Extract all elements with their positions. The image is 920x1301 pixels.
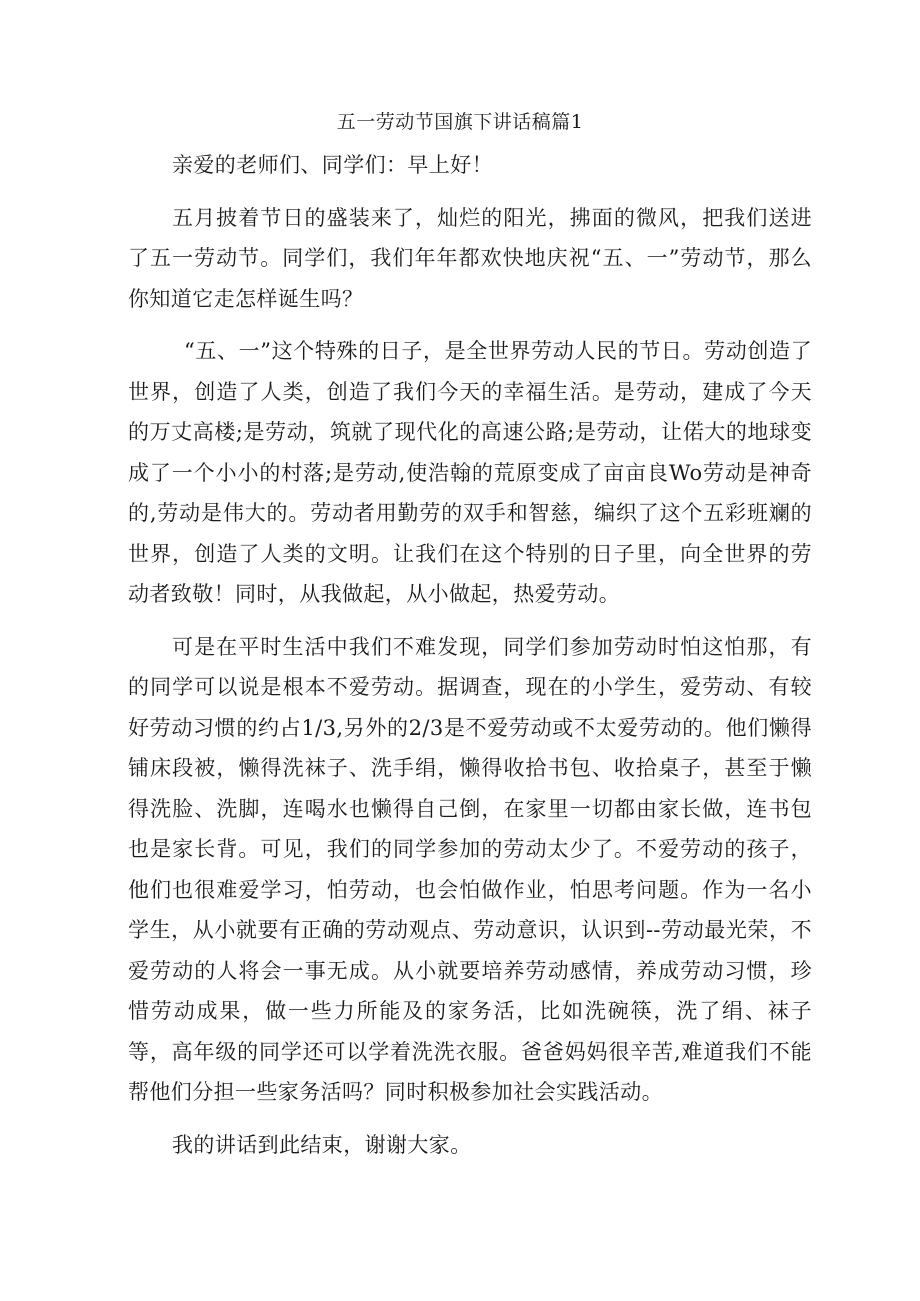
document-title: 五一劳动节国旗下讲话稿篇1 — [336, 111, 584, 133]
document-body — [128, 145, 812, 1165]
paragraph-labor-day: “五、一”这个特殊的日子，是全世界劳动人民的节日。劳动创造了世界，创造了人类，创造了我们今天的幸福生活。是劳动，建成了今天的万丈高楼;是劳动，筑就了现代化的高速公路;是劳动，让偌大的地球变成了一个小小的村落;是劳动,使浩翰的荒原变成了亩亩良Wo劳动是神奇的,劳动是伟大的。劳动者用勤劳的双手和智慈，编织了这个五彩班斓的世界，创造了人类的文明。让我们在这个特别的日子里，向全世界的劳动者致敬！同时，从我做起，从小做起，热爱劳动。 — [128, 339, 812, 606]
closing-paragraph: 我的讲话到此结束，谢谢大家。 — [172, 1132, 472, 1157]
paragraph-gap — [128, 319, 812, 331]
paragraph-gap — [128, 1113, 812, 1125]
paragraph-survey: 可是在平时生活中我们不难发现，同学们参加劳动时怕这怕那，有的同学可以说是根本不爱劳动。据调查，现在的小学生，爱劳动、有较好劳动习惯的约占1/3,另外的2/3是不爱劳动或不太爱劳动的。他们懒得铺床段被，懒得洗袜子、洗手绢，懒得收拾书包、收拾桌子，甚至于懒得洗脸、洗脚，连喝水也懒得自己倒，在家里一切都由家长做，连书包也是家长背。可见，我们的同学参加的劳动太少了。不爱劳动的孩子，他们也很难爱学习，怕劳动，也会怕做作业，怕思考问题。作为一名小学生，从小就要有正确的劳动观点、劳动意识，认识到--劳动最光荣，不爱劳动的人将会一事无成。从小就要培养劳动感情，养成劳动习惯，珍惜劳动成果，做一些力所能及的家务活，比如洗碗筷，洗了绢、袜子等，高年级的同学还可以学着洗洗衣服。爸爸妈妈很辛苦,难道我们不能帮他们分担一些家务活吗？同时积极参加社会实践活动。 — [128, 634, 812, 1104]
paragraph-intro: 五月披着节日的盛装来了，灿烂的阳光，拂面的微风，把我们送进了五一劳动节。同学们，我们年年都欢快地庆祝“五、一”劳动节，那么你知道它走怎样诞生吗？ — [128, 205, 812, 311]
paragraph-gap — [128, 615, 812, 627]
paragraph-gap — [128, 186, 812, 198]
greeting-paragraph: 亲爱的老师们、同学们：早上好！ — [172, 153, 493, 177]
